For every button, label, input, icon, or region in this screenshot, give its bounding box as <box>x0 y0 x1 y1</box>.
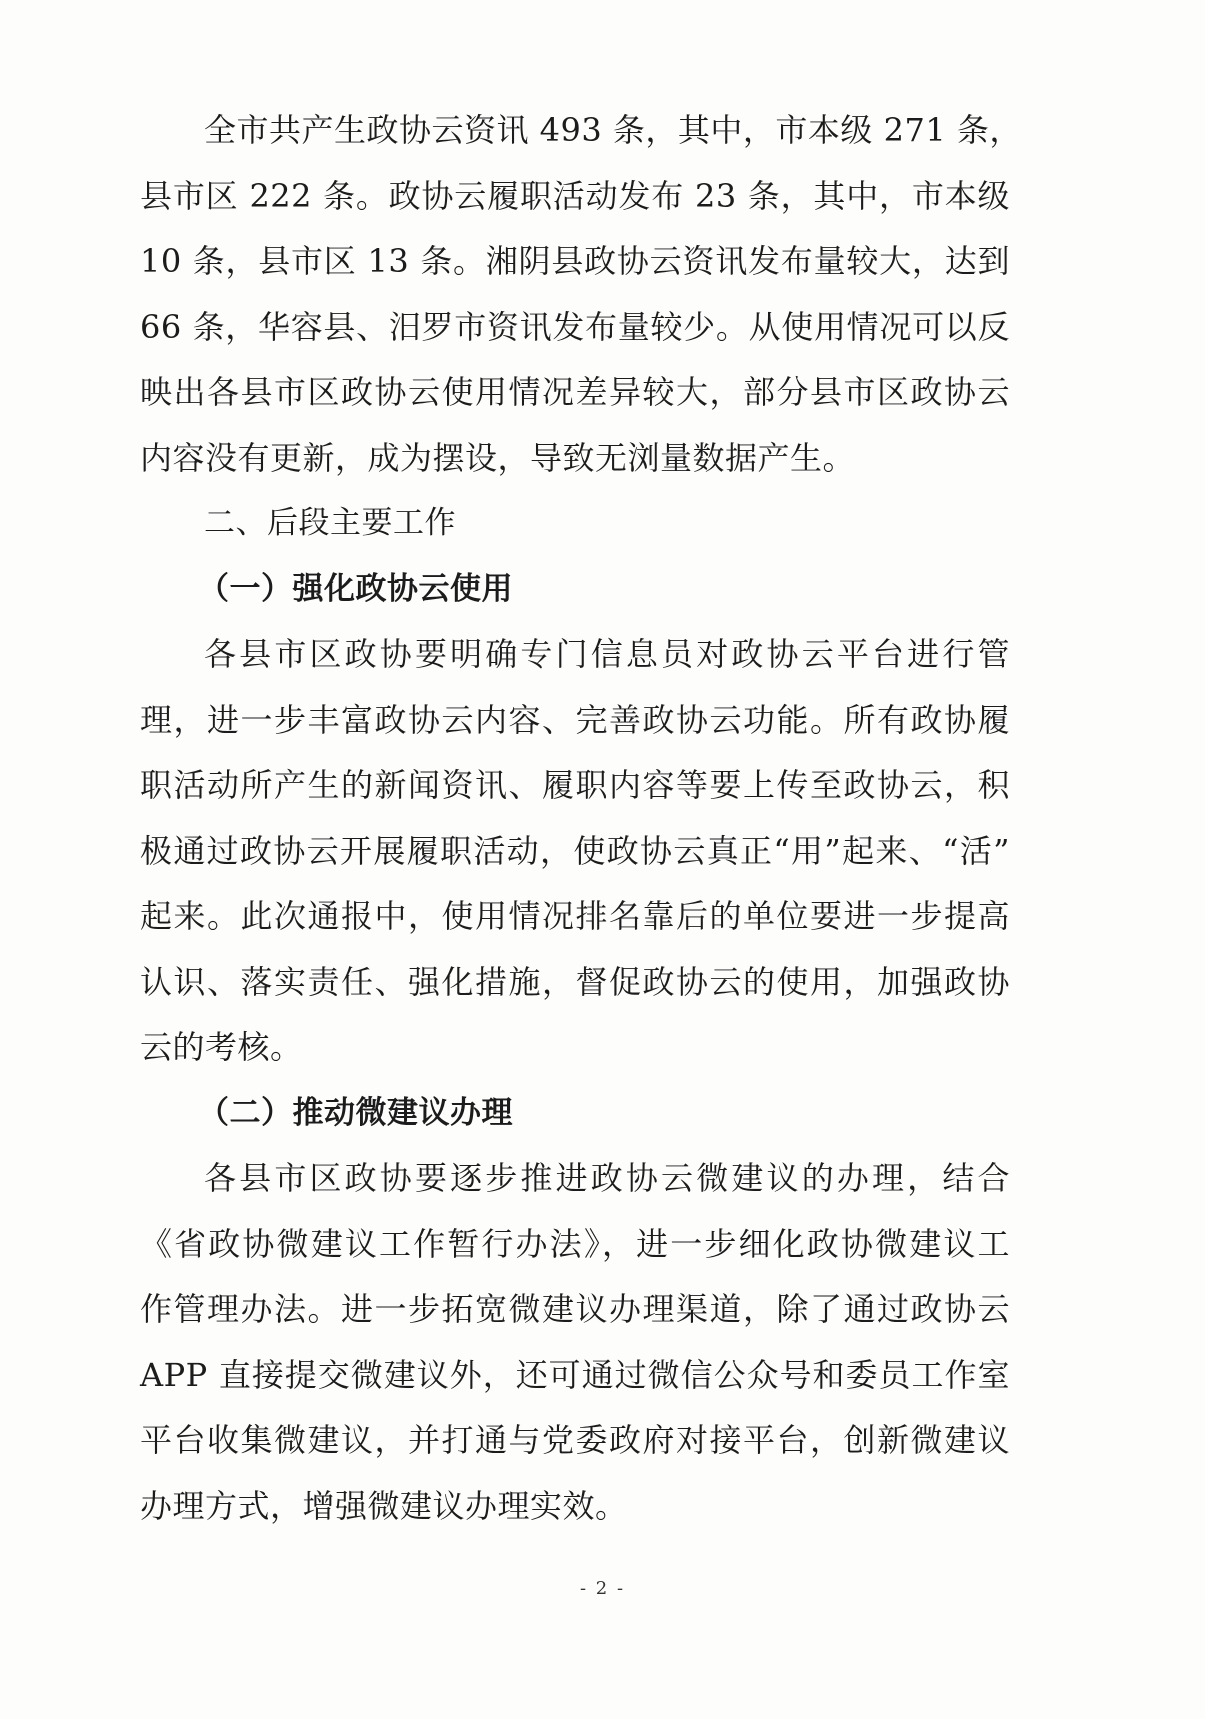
paragraph-line: 映出各县市区政协云使用情况差异较大，部分县市区政协云 <box>140 373 1010 411</box>
paragraph-line: APP 直接提交微建议外，还可通过微信公众号和委员工作室 <box>140 1355 1010 1394</box>
subsection-heading: （二）推动微建议办理 <box>198 1094 513 1131</box>
paragraph-line: 县市区 222 条。政协云履职活动发布 23 条，其中，市本级 <box>140 176 1010 215</box>
section-heading: 二、后段主要工作 <box>204 505 456 541</box>
paragraph-line: 职活动所产生的新闻资讯、履职内容等要上传至政协云，积 <box>140 766 1010 804</box>
paragraph-line: 理，进一步丰富政协云内容、完善政协云功能。所有政协履 <box>140 700 1010 739</box>
subsection-heading: （一）强化政协云使用 <box>198 570 513 607</box>
paragraph-line: 《省政协微建议工作暂行办法》，进一步细化政协微建议工 <box>140 1224 1010 1263</box>
paragraph-line: 极通过政协云开展履职活动，使政协云真正“用”起来、“活” <box>140 831 1010 870</box>
paragraph-line: 66 条，华容县、汨罗市资讯发布量较少。从使用情况可以反 <box>140 307 1010 346</box>
paragraph-line: 全市共产生政协云资讯 493 条，其中，市本级 271 条， <box>204 111 1022 149</box>
paragraph-line: 办理方式，增强微建议办理实效。 <box>140 1486 628 1525</box>
paragraph-line: 认识、落实责任、强化措施，督促政协云的使用，加强政协 <box>140 962 1010 1001</box>
paragraph-line: 各县市区政协要明确专门信息员对政协云平台进行管 <box>204 635 1010 673</box>
paragraph-line: 起来。此次通报中，使用情况排名靠后的单位要进一步提高 <box>140 897 1010 935</box>
page-number: - 2 - <box>579 1578 626 1599</box>
document-body <box>140 98 1022 1539</box>
paragraph-line: 作管理办法。进一步拓宽微建议办理渠道，除了通过政协云 <box>140 1290 1010 1328</box>
paragraph-line: 10 条，县市区 13 条。湘阴县政协云资讯发布量较大，达到 <box>140 242 1010 280</box>
paragraph-line: 云的考核。 <box>140 1028 303 1066</box>
paragraph-line: 内容没有更新，成为摆设，导致无浏量数据产生。 <box>140 438 856 477</box>
paragraph-line: 各县市区政协要逐步推进政协云微建议的办理，结合 <box>204 1159 1010 1197</box>
paragraph-line: 平台收集微建议，并打通与党委政府对接平台，创新微建议 <box>140 1421 1010 1459</box>
